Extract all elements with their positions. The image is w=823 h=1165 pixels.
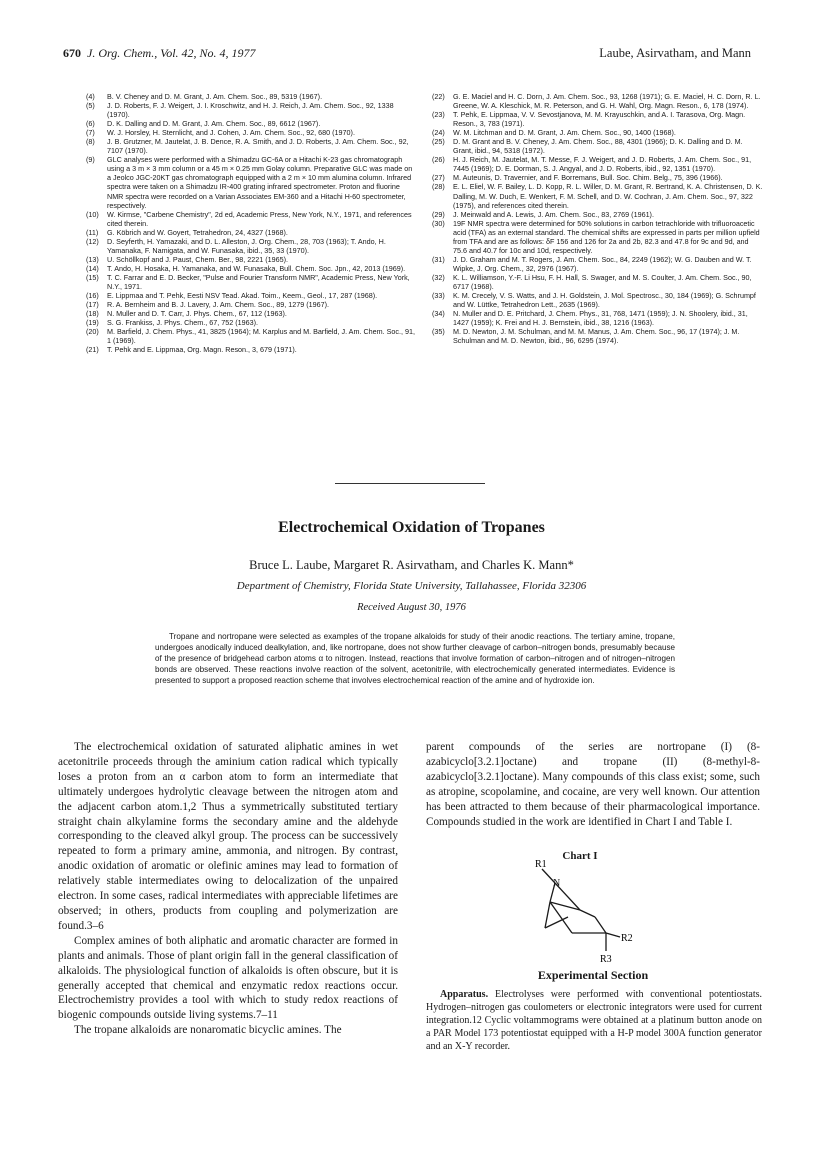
- article-abstract: Tropane and nortropane were selected as examples of the tropane alkaloids for study of their anodic reactions. The tertiary amine, tropane, undergoes anodically induced dealkylation, and, like nortropane, does not show further cleavage of carbon–nitrogen bonds, presumably because of the presence of bridgehead carbon atoms α to nitrogen. Instead, reactions that involve formation of carbon–nitrogen and of nitrogen–nitrogen bonds are observed. These reactions involve reaction of the solvent, acetonitrile, with electrochemically generated intermediates. Evidence is presented to support a proposed reaction scheme that involves electrochemical reaction of the amine and of hydroxide ion.: [155, 632, 675, 685]
- reference-text: D. M. Grant and B. V. Cheney, J. Am. Chem. Soc., 88, 4301 (1966); D. K. Dalling and D. M. Grant, ibid., 94, 5318 (1972).: [453, 137, 743, 156]
- reference-text: T. C. Farrar and E. D. Becker, "Pulse and Fourier Transform NMR", Academic Press, New York, N.Y., 1971.: [107, 272, 410, 291]
- reference-text: W. J. Horsley, H. Sternlicht, and J. Cohen, J. Am. Chem. Soc., 92, 680 (1970).: [107, 128, 355, 138]
- reference-entry: [86, 155, 416, 209]
- reference-number: (27): [432, 173, 445, 183]
- reference-entry: [86, 291, 416, 300]
- reference-entry: [86, 128, 416, 137]
- reference-number: (9): [86, 155, 95, 165]
- reference-text: 19F NMR spectra were determined for 50% solutions in carbon tetrachloride with trifluoroacetic acid (TFA) as an external standard. The chemical shifts are expressed in parts per million upfield from TFA and are as follows: δF 156 and 126 for 2a and 2b, 82.3 and 47.8 for 9c and 9d, and 75.6 and 40.7 for 10c and 10d, respectively.: [453, 218, 760, 255]
- article-received-date: Received August 30, 1976: [357, 602, 466, 613]
- reference-entry: [432, 309, 764, 327]
- reference-entry: [432, 137, 764, 155]
- reference-number: (13): [86, 254, 99, 264]
- reference-text: M. Barfield, J. Chem. Phys., 41, 3825 (1964); M. Karplus and M. Barfield, J. Am. Chem. Soc., 91, 1 (1969).: [107, 327, 415, 346]
- reference-number: (7): [86, 128, 95, 138]
- reference-number: (22): [432, 92, 445, 101]
- reference-number: (26): [432, 155, 445, 165]
- journal-citation: J. Org. Chem., Vol. 42, No. 4, 1977: [87, 46, 256, 60]
- reference-number: (16): [86, 291, 99, 301]
- reference-entry: [86, 300, 416, 309]
- reference-number: (34): [432, 309, 445, 319]
- reference-text: E. L. Eliel, W. F. Bailey, L. D. Kopp, R. L. Willer, D. M. Grant, R. Bertrand, K. A. Christensen, D. K. Dalling, M. W. Duch, E. Wenkert, F. M. Schell, and D. W. Cochran, J. Am. Chem. Soc., 97, 322 (1975), and references cited therein.: [453, 182, 763, 210]
- label-r1: R1: [535, 859, 547, 870]
- reference-number: (25): [432, 137, 445, 147]
- article-authors: Bruce L. Laube, Margaret R. Asirvatham, and Charles K. Mann*: [249, 558, 574, 572]
- reference-text: S. G. Frankiss, J. Phys. Chem., 67, 752 (1963).: [107, 318, 258, 328]
- label-r2: R2: [621, 933, 633, 944]
- reference-number: (15): [86, 272, 99, 282]
- body-right-paragraph: parent compounds of the series are nortropane (I) (8-azabicyclo[3.2.1]octane) and tropane (II) (8-methyl-8-azabicyclo[3.2.1]octane). Many compounds of this class exist; some, such as atropine, scopolamine, and cocaine, are very well known. Our attention has been attracted to them because of their pharmacological importance. Compounds studied in the work are identified in Chart I and Table I.: [426, 741, 760, 828]
- label-n: N: [553, 878, 561, 889]
- reference-number: (18): [86, 309, 99, 319]
- reference-entry: [432, 255, 764, 273]
- page-number: 670: [63, 46, 81, 60]
- reference-text: T. Pehk and E. Lippmaa, Org. Magn. Reson., 3, 679 (1971).: [107, 345, 297, 355]
- experimental-paragraph: [426, 989, 762, 1054]
- reference-entry: [432, 110, 764, 128]
- reference-number: (32): [432, 272, 445, 282]
- reference-number: (12): [86, 236, 99, 246]
- reference-text: M. D. Newton, J. M. Schulman, and M. M. Manus, J. Am. Chem. Soc., 96, 17 (1974); J. M. Schulman and M. D. Newton, ibid., 96, 6295 (1974).: [453, 327, 740, 346]
- reference-entry: [86, 228, 416, 237]
- bond-c4-c3: [595, 917, 606, 933]
- reference-entry: [432, 173, 764, 182]
- reference-number: (17): [86, 300, 99, 310]
- reference-entry: [86, 309, 416, 318]
- reference-entry: [86, 273, 416, 291]
- reference-entry: [432, 155, 764, 173]
- reference-entry: [86, 318, 416, 327]
- reference-text: M. Auteunis, D. Travernier, and F. Borremans, Bull. Soc. Chim. Belg., 75, 396 (1966).: [453, 173, 723, 183]
- reference-text: U. Schöllkopf and J. Paust, Chem. Ber., 98, 2221 (1965).: [107, 254, 288, 264]
- reference-number: (5): [86, 101, 95, 111]
- reference-number: (8): [86, 137, 95, 147]
- reference-entry: [86, 237, 416, 255]
- reference-entry: [432, 219, 764, 255]
- reference-number: (21): [86, 345, 99, 355]
- reference-entry: [86, 119, 416, 128]
- article-affiliation: Department of Chemistry, Florida State University, Tallahassee, Florida 32306: [236, 580, 587, 592]
- bond-c3-r2: [606, 933, 620, 937]
- reference-number: (35): [432, 327, 445, 337]
- reference-number: (33): [432, 291, 445, 301]
- reference-entry: [432, 210, 764, 219]
- reference-text: H. J. Reich, M. Jautelat, M. T. Messe, F. J. Weigert, and J. D. Roberts, J. Am. Chem. Soc., 91, 7445 (1969); D. E. Dorman, S. J. Angyal, and J. D. Roberts, ibid., 92, 1351 (1970).: [453, 155, 752, 174]
- reference-number: (10): [86, 209, 99, 219]
- reference-text: J. B. Grutzner, M. Jautelat, J. B. Dence, R. A. Smith, and J. D. Roberts, J. Am. Chem. Soc., 92, 7107 (1970).: [107, 137, 409, 156]
- reference-entry: [432, 327, 764, 345]
- reference-text: N. Muller and D. T. Carr, J. Phys. Chem., 67, 112 (1963).: [107, 309, 287, 319]
- reference-number: (11): [86, 227, 99, 237]
- tropane-structure-diagram: [520, 855, 660, 965]
- bond-c1-c7: [545, 902, 550, 928]
- reference-text: J. D. Roberts, F. J. Weigert, J. I. Kroschwitz, and H. J. Reich, J. Am. Chem. Soc., 92, 1338 (1970).: [107, 101, 394, 120]
- reference-text: B. V. Cheney and D. M. Grant, J. Am. Chem. Soc., 89, 5319 (1967).: [107, 92, 323, 101]
- references-right-column: [432, 92, 764, 345]
- reference-text: W. Kirmse, "Carbene Chemistry", 2d ed, Academic Press, New York, N.Y., 1971, and references cited therein.: [107, 209, 412, 228]
- reference-number: (6): [86, 119, 95, 129]
- apparatus-lead: Apparatus.: [440, 989, 489, 1000]
- reference-number: (28): [432, 182, 445, 192]
- label-r3: R3: [600, 954, 612, 965]
- reference-text: W. M. Litchman and D. M. Grant, J. Am. Chem. Soc., 90, 1400 (1968).: [453, 128, 676, 138]
- apparatus-text: Electrolyses were performed with conventional potentiostats. Hydrogen–nitrogen gas coulometers or electronic integrators were used for current integration.12 Cyclic voltammograms were obtained at a platinum button anode on a PAR Model 173 potentiostat equipped with a H-P model 300A function generator and an X-Y recorder.: [426, 989, 762, 1052]
- reference-entry: [432, 128, 764, 137]
- reference-text: G. E. Maciel and H. C. Dorn, J. Am. Chem. Soc., 93, 1268 (1971); G. E. Maciel, H. C. Dorn, R. L. Greene, W. A. Kleschick, M. R. Peterson, and G. H. Wahl, Org. Magn. Reson., 6, 178 (1974).: [453, 92, 761, 111]
- reference-text: T. Pehk, E. Lippmaa, V. V. Sevostjanova, M. M. Krayuschkin, and A. I. Tarasova, Org. Magn. Reson., 3, 783 (1971).: [453, 110, 746, 129]
- reference-entry: [432, 273, 764, 291]
- experimental-heading: Experimental Section: [537, 968, 649, 982]
- reference-number: (24): [432, 128, 445, 138]
- reference-number: (30): [432, 218, 445, 228]
- reference-entry: [432, 291, 764, 309]
- reference-number: (19): [86, 318, 99, 328]
- reference-text: GLC analyses were performed with a Shimadzu GC-6A or a Hitachi K-23 gas chromatograph using a 3 m × 3 mm column or a 45 m × 0.25 mm Golay column. Preparative GLC was made on a Jeolco JGC-20KT gas chromatograph equipped with a 2 m × 10 mm alumina column. Infrared spectra were taken on a Shimadzu IR-400 grating infrared spectrometer. Proton and fluorine NMR spectra were recorded on a Varian Associates EM-360 and a Hitachi H-60 spectrometer, respectively.: [107, 155, 413, 210]
- running-header-left: [63, 46, 256, 61]
- reference-entry: [86, 210, 416, 228]
- body-paragraph: The electrochemical oxidation of saturated aliphatic amines in wet acetonitrile proceeds through the aminium cation radical which typically loses a proton from an α carbon atom to form an intermediate that ultimately undergoes hydrolytic cleavage between the nitrogen atom and the adjacent carbon atom.1,2 Thus a symmetrically substituted tertiary straight chain alkylamine forms the secondary amine and the aldehyde corresponding to the cleaved alkyl group. The process can be successively repeated to form a primary amine, ammonia, and nitrogen. By contrast, anodic oxidation of aromatic or olefinic amines may lead to formation of relatively stable intermediates owing to delocalization of the unpaired electron. In some cases, radical intermediates with appreciable lifetimes are observed; in others, products from coupling and polymerization are found.3–6: [58, 741, 398, 932]
- reference-text: R. A. Bernheim and B. J. Lavery, J. Am. Chem. Soc., 89, 1279 (1967).: [107, 300, 329, 310]
- reference-text: K. M. Crecely, V. S. Watts, and J. H. Goldstein, J. Mol. Spectrosc., 30, 184 (1969); G. Schrumpf and W. Lüttke, Tetrahedron Lett., 2635 (1969).: [453, 291, 756, 310]
- reference-text: J. Meinwald and A. Lewis, J. Am. Chem. Soc., 83, 2769 (1961).: [453, 209, 654, 219]
- section-divider: [335, 483, 485, 484]
- reference-entry: [86, 92, 416, 101]
- references-left-column: [86, 92, 416, 354]
- bond-c5-c4: [580, 910, 595, 917]
- reference-number: (20): [86, 327, 99, 337]
- body-paragraph: Complex amines of both aliphatic and aromatic character are formed in plants and animals. Those of plant origin fall in the general classification of alkaloids. The physiological function of alkaloids is often obscure, but it is generally accepted that chemical and enzymatic redox reactions occur. Electrochemistry provides a tool with which to study redox reactions of biogenic compounds outside living systems.7–11: [58, 934, 398, 1022]
- article-title: Electrochemical Oxidation of Tropanes: [278, 519, 545, 536]
- reference-entry: [86, 264, 416, 273]
- reference-entry: [86, 255, 416, 264]
- reference-entry: [432, 182, 764, 209]
- reference-text: J. D. Graham and M. T. Rogers, J. Am. Chem. Soc., 84, 2249 (1962); W. G. Dauben and W. T. Wipke, J. Org. Chem., 32, 2976 (1967).: [453, 254, 752, 273]
- reference-text: E. Lippmaa and T. Pehk, Eesti NSV Tead. Akad. Toim., Keem., Geol., 17, 287 (1968).: [107, 291, 378, 301]
- reference-number: (31): [432, 254, 445, 264]
- chart-title: Chart I: [562, 850, 598, 862]
- reference-number: (4): [86, 92, 95, 101]
- reference-entry: [86, 137, 416, 155]
- reference-text: K. L. Williamson, Y.-F. Li Hsu, F. H. Hall, S. Swager, and M. S. Coulter, J. Am. Chem. Soc., 90, 6717 (1968).: [453, 272, 752, 291]
- reference-text: T. Ando, H. Hosaka, H. Yamanaka, and W. Funasaka, Bull. Chem. Soc. Jpn., 42, 2013 (1969).: [107, 263, 406, 273]
- reference-entry: [86, 327, 416, 345]
- reference-text: G. Köbrich and W. Goyert, Tetrahedron, 24, 4327 (1968).: [107, 227, 288, 237]
- reference-text: D. Seyferth, H. Yamazaki, and D. L. Alleston, J. Org. Chem., 28, 703 (1963); T. Ando, H. Yamanaka, F. Namigata, and W. Funasaka, ibid., 35, 33 (1970).: [107, 236, 386, 255]
- reference-entry: [432, 92, 764, 110]
- body-left-column: [58, 740, 398, 1038]
- running-header-authors: Laube, Asirvatham, and Mann: [599, 46, 751, 60]
- reference-number: (14): [86, 263, 99, 273]
- reference-entry: [86, 101, 416, 119]
- reference-entry: [86, 345, 416, 354]
- reference-text: D. K. Dalling and D. M. Grant, J. Am. Chem. Soc., 89, 6612 (1967).: [107, 119, 321, 129]
- body-paragraph: The tropane alkaloids are nonaromatic bicyclic amines. The: [74, 1024, 342, 1037]
- reference-number: (29): [432, 209, 445, 219]
- reference-number: (23): [432, 110, 445, 120]
- reference-text: N. Muller and D. E. Pritchard, J. Chem. Phys., 31, 768, 1471 (1959); J. N. Shoolery, ibid., 31, 1427 (1959); K. Frei and H. J. Bernstein, ibid., 38, 1216 (1963).: [453, 309, 748, 328]
